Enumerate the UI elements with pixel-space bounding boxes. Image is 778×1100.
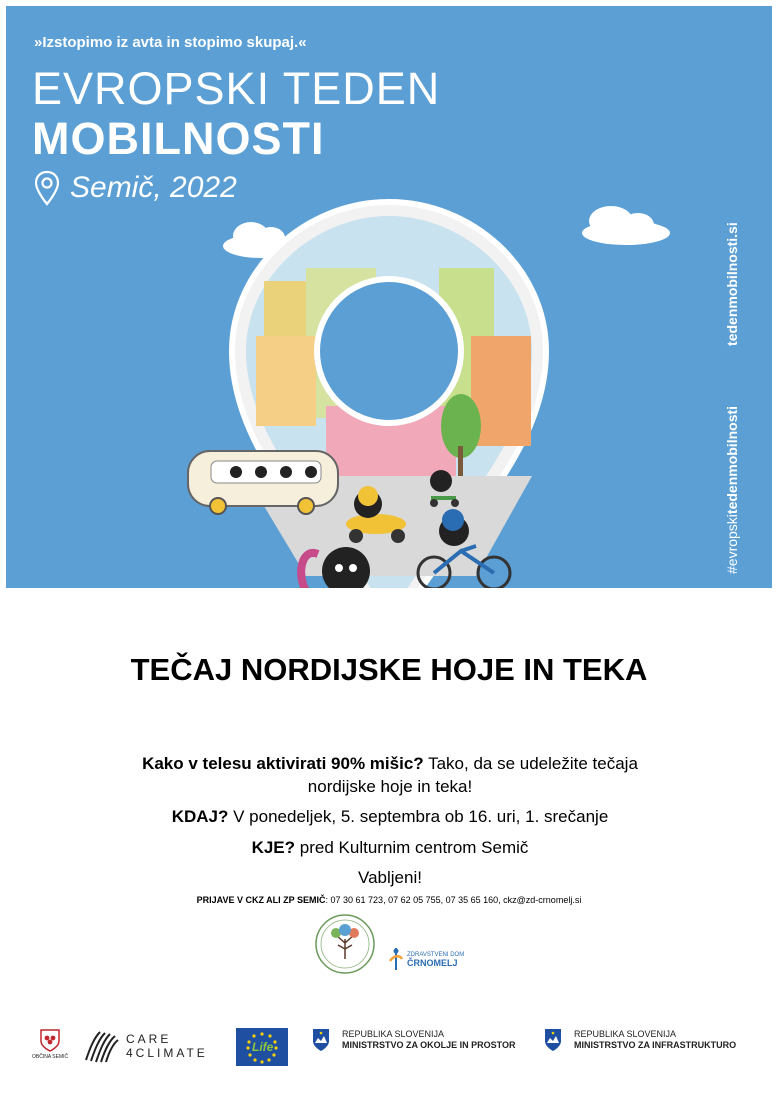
where-paragraph [110,836,670,859]
care-line1: CARE [126,1032,172,1046]
hero-banner [6,6,772,588]
where-text: pred Kulturnim centrom Semič [299,838,529,857]
zd-line2: ČRNOMELJ [407,958,458,968]
hashtag-bold: tedenmobilnosti [724,405,740,515]
coat-of-arms-icon [39,1028,61,1052]
intro-paragraph [110,752,670,798]
website-text: tedenmobilnosti.si [724,222,740,346]
rs1-line2: MINISTRSTVO ZA OKOLJE IN PROSTOR [342,1040,516,1050]
zd-emblem-icon [388,947,404,971]
rs1-line1: REPUBLIKA SLOVENIJA [342,1029,445,1039]
contact-label: PRIJAVE V CKZ ALI ZP SEMIČ [196,895,326,905]
ckz-tree-logo [314,913,376,975]
hashtag-prefix: #evropski [724,514,740,574]
contact-details: : 07 30 61 723, 07 62 05 755, 07 35 65 160, ckz@zd-crnomelj.si [325,895,582,905]
obcina-semic-logo [32,1028,68,1063]
care-line2: 4CLIMATE [126,1046,208,1060]
care4climate-logo [82,1028,208,1064]
when-paragraph [110,805,670,828]
slogan: »Izstopimo iz avta in stopimo skupaj.« [34,34,307,51]
obcina-label: OBČINA SEMIČ [32,1054,69,1060]
life-label: Life [252,1040,274,1054]
hashtag-vertical [724,222,740,574]
map-pin-illustration [6,6,772,588]
ministry-infrastructure-logo [544,1028,736,1052]
page-title: TEČAJ NORDIJSKE HOJE IN TEKA [130,652,648,687]
zd-crnomelj-logo [388,947,464,971]
slovenia-coat-of-arms-icon [544,1028,562,1052]
cloud-icon [582,206,670,245]
title-line-2: MOBILNOSTI [32,113,325,164]
location-text: Semič, 2022 [70,171,237,204]
care4climate-emblem-icon [82,1028,120,1064]
eu-life-logo [236,1028,288,1066]
rs2-line2: MINISTRSTVO ZA INFRASTRUKTURO [574,1040,737,1050]
bus-icon [188,451,338,514]
zd-line1: ZDRAVSTVENI DOM [407,952,465,958]
when-text: V ponedeljek, 5. septembra ob 16. uri, 1. srečanje [233,807,609,826]
contact-line [0,895,778,905]
slovenia-coat-of-arms-icon [312,1028,330,1052]
invite-text: Vabljeni! [358,868,422,887]
title-line-1: EVROPSKI TEDEN [32,63,441,114]
rs2-line1: REPUBLIKA SLOVENIJA [574,1029,677,1039]
intro-question: Kako v telesu aktivirati 90% mišic? [142,754,424,773]
intro-answer: Tako, da se udeležite tečaja nordijske hoje in teka! [307,754,638,796]
ministry-environment-logo [312,1028,516,1052]
when-label: KDAJ? [171,807,229,826]
where-label: KJE? [251,838,296,857]
